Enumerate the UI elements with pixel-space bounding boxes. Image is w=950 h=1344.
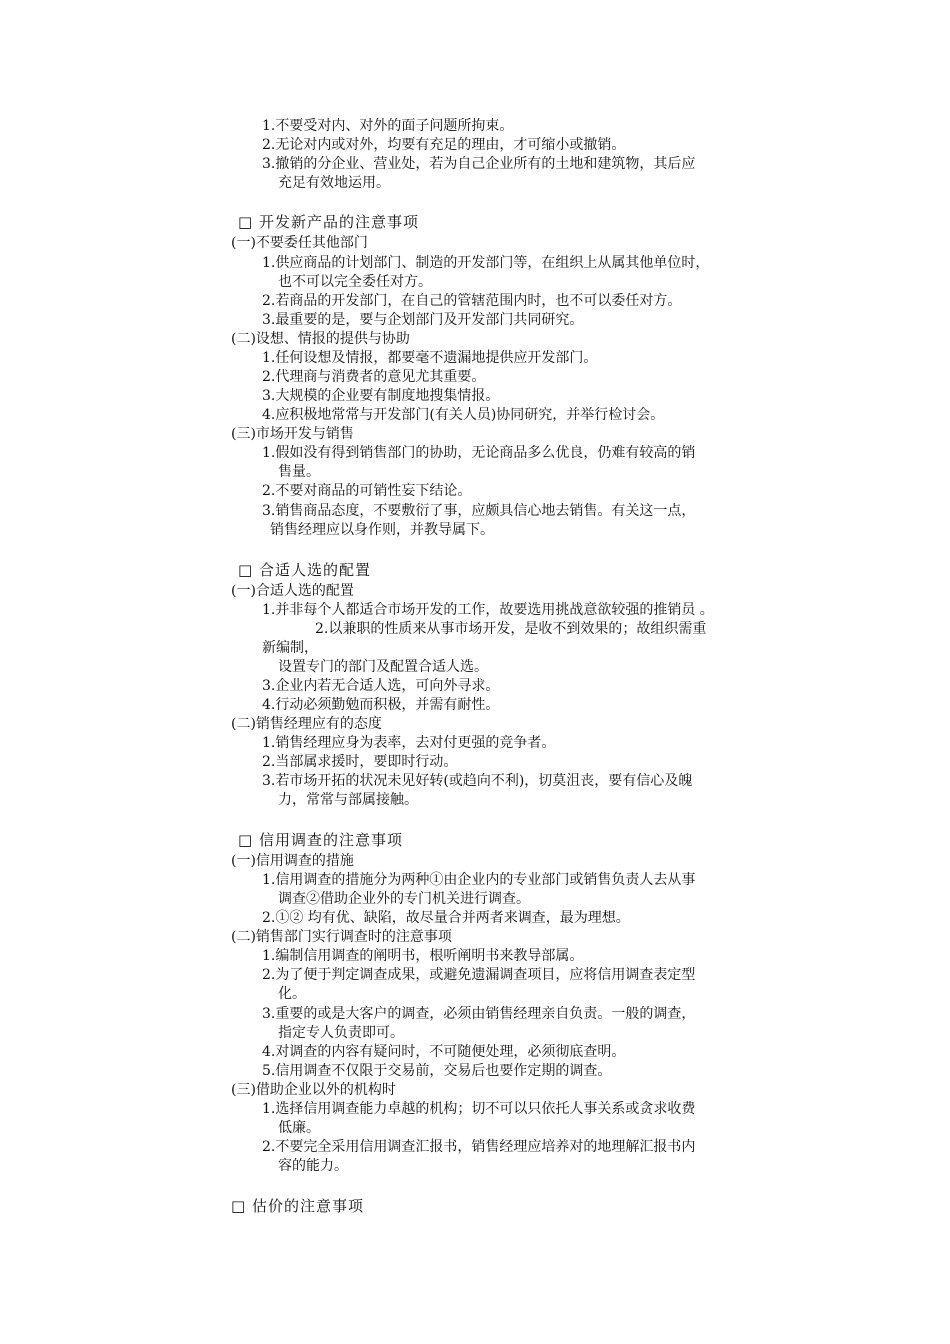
list-item: 1.任何设想及情报，都要毫不遗漏地提供应开发部门。 <box>262 350 598 366</box>
section-heading-quotation: □ 估价的注意事项 <box>231 1197 364 1215</box>
list-item-cont: 力，常常与部属接触。 <box>278 792 418 808</box>
list-item: 4.对调查的内容有疑问时，不可随便处理，必须彻底查明。 <box>262 1044 626 1060</box>
list-item: 3.销售商品态度，不要敷衍了事，应颇具信心地去销售。有关这一点， <box>262 503 696 519</box>
list-item: 1.假如没有得到销售部门的协助，无论商品多么优良，仍难有较高的销 <box>262 445 696 461</box>
list-item: 4.应积极地常常与开发部门(有关人员)协同研究，并举行检讨会。 <box>262 407 665 423</box>
intro-item-1: 1.不要受对内、对外的面子问题所拘束。 <box>262 118 514 134</box>
list-item: 1.销售经理应身为表率，去对付更强的竞争者。 <box>262 735 556 751</box>
list-item: 1.选择信用调查能力卓越的机构；切不可以只依托人事关系或贪求收费 <box>262 1101 696 1117</box>
subheading: (二)销售部门实行调查时的注意事项 <box>231 929 452 945</box>
list-item: 2.为了便于判定调查成果，或避免遗漏调查项目，应将信用调查表定型 <box>262 967 696 983</box>
subheading: (一)不要委任其他部门 <box>231 235 368 251</box>
list-item: 4.行动必须勤勉而积极，并需有耐性。 <box>262 697 500 713</box>
intro-item-2: 2.无论对内或对外，均要有充足的理由，才可缩小或撤销。 <box>262 137 626 153</box>
list-item-cont: 容的能力。 <box>278 1158 348 1174</box>
list-item: 5.信用调查不仅限于交易前，交易后也要作定期的调查。 <box>262 1063 612 1079</box>
list-item: 2.不要完全采用信用调查汇报书，销售经理应培养对的地理解汇报书内 <box>262 1139 696 1155</box>
list-item-cont: 新编制， <box>262 640 318 656</box>
list-item: 2.①② 均有优、缺陷，故尽量合并两者来调查，最为理想。 <box>262 910 630 926</box>
list-item: 1.信用调查的措施分为两种①由企业内的专业部门或销售负责人去从事 <box>262 872 696 888</box>
list-item-cont: 也不可以完全委任对方。 <box>278 274 432 290</box>
subheading: (三)借助企业以外的机构时 <box>231 1082 396 1098</box>
list-item: 1.编制信用调查的阐明书，根听阐明书来教导部属。 <box>262 948 584 964</box>
list-item-cont: 化。 <box>278 986 306 1002</box>
list-item: 2.当部属求援时，要即时行动。 <box>262 754 458 770</box>
intro-item-3-cont: 充足有效地运用。 <box>278 175 390 191</box>
list-item: 2.以兼职的性质来从事市场开发，是收不到效果的；故组织需重 <box>315 621 707 637</box>
list-item-cont: 指定专人负责即可。 <box>278 1025 404 1041</box>
list-item: 1.并非每个人都适合市场开发的工作，故要选用挑战意欲较强的推销员 。 <box>262 602 714 618</box>
list-item: 3.重要的或是大客户的调查，必须由销售经理亲自负责。一般的调查， <box>262 1006 696 1022</box>
subheading: (二)设想、情报的提供与协助 <box>231 331 410 347</box>
subheading: (三)市场开发与销售 <box>231 426 354 442</box>
list-item: 3.若市场开拓的状况未见好转(或趋向不利)，切莫沮丧，要有信心及魄 <box>262 773 693 789</box>
list-item-cont: 销售经理应以身作则，并教导属下。 <box>270 522 494 538</box>
subheading: (一)合适人选的配置 <box>231 583 354 599</box>
list-item-cont: 低廉。 <box>278 1120 320 1136</box>
section-heading-credit-check: □ 信用调查的注意事项 <box>238 831 403 849</box>
subheading: (一)信用调查的措施 <box>231 853 354 869</box>
list-item: 3.大规模的企业要有制度地搜集情报。 <box>262 388 500 404</box>
list-item: 2.代理商与消费者的意见尤其重要。 <box>262 369 486 385</box>
list-item: 2.若商品的开发部门，在自己的管辖范围内时，也不可以委任对方。 <box>262 293 682 309</box>
list-item: 2.不要对商品的可销性妄下结论。 <box>262 483 472 499</box>
section-heading-staffing: □ 合适人选的配置 <box>238 561 371 579</box>
list-item: 3.企业内若无合适人选，可向外寻求。 <box>262 678 500 694</box>
intro-item-3: 3.撤销的分企业、营业处，若为自己企业所有的土地和建筑物，其后应 <box>262 156 696 172</box>
list-item: 1.供应商品的计划部门、制造的开发部门等，在组织上从属其他单位时， <box>262 255 710 271</box>
list-item-cont: 设置专门的部门及配置合适人选。 <box>278 659 488 675</box>
subheading: (二)销售经理应有的态度 <box>231 716 382 732</box>
list-item: 3.最重要的是，要与企划部门及开发部门共同研究。 <box>262 312 584 328</box>
section-heading-new-product: □ 开发新产品的注意事项 <box>238 213 419 231</box>
list-item-cont: 售量。 <box>278 464 320 480</box>
list-item-cont: 调查②借助企业外的专门机关进行调查。 <box>278 891 530 907</box>
